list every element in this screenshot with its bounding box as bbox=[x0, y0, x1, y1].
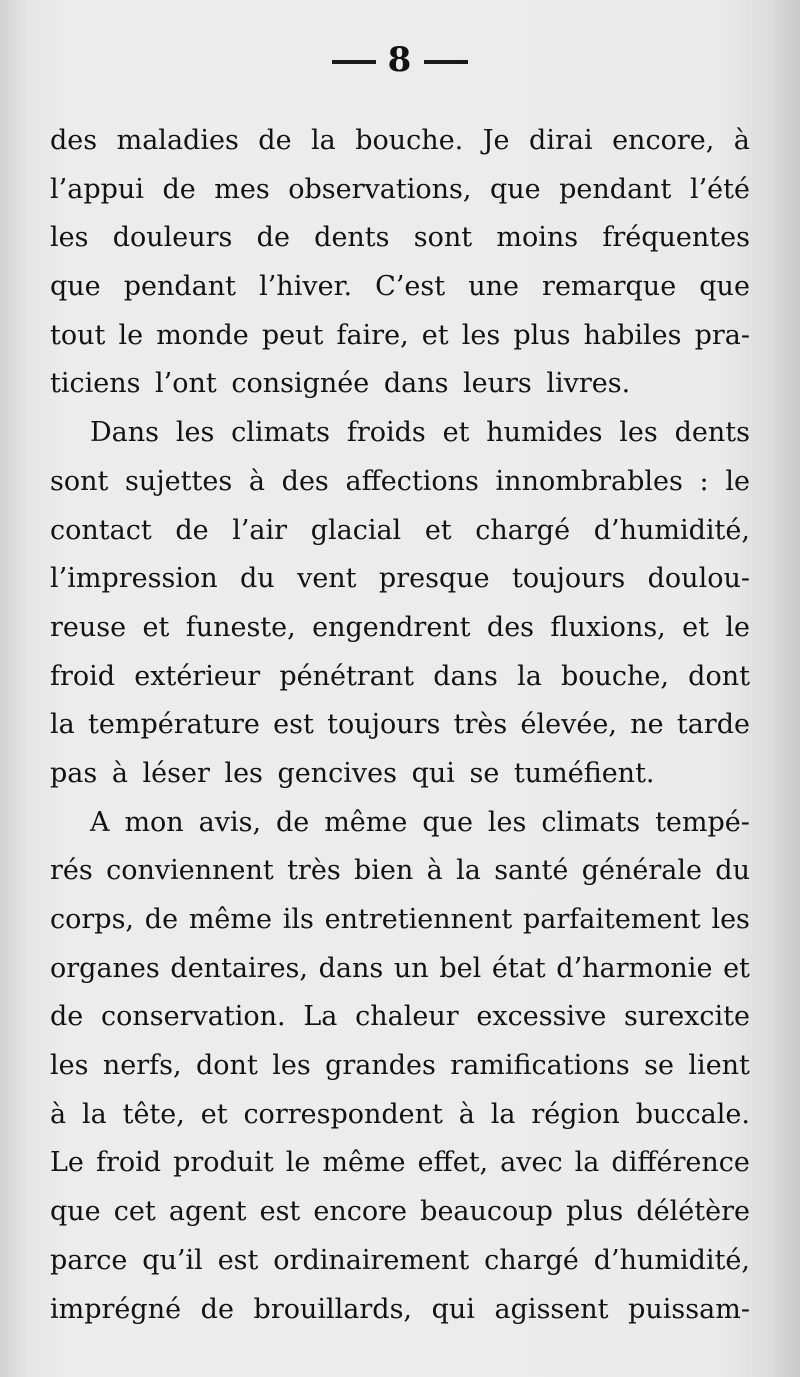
text-line: rés conviennent très bien à la santé générale du bbox=[50, 855, 750, 887]
text-line: de conservation. La chaleur excessive surexcite bbox=[50, 1001, 750, 1033]
right-dash bbox=[424, 60, 468, 64]
text-line: tout le monde peut faire, et les plus habiles pra- bbox=[50, 319, 750, 351]
text-line: pas à léser les gencives qui se tuméfient. bbox=[50, 757, 655, 789]
text-line: organes dentaires, dans un bel état d’harmonie et bbox=[50, 952, 750, 984]
text-line: contact de l’air glacial et chargé d’humidité, bbox=[50, 514, 750, 546]
body-text bbox=[50, 117, 750, 1334]
text-line: corps, de même ils entretiennent parfaitement les bbox=[50, 904, 750, 935]
text-line: froid extérieur pénétrant dans la bouche, dont bbox=[50, 660, 750, 692]
page-number-header bbox=[0, 40, 800, 80]
text-line: imprégné de brouillards, qui agissent puissam- bbox=[50, 1293, 750, 1325]
text-line: Dans les climats froids et humides les dents bbox=[90, 417, 750, 449]
text-line: la température est toujours très élevée, ne tarde bbox=[50, 709, 750, 741]
text-line: Le froid produit le même effet, avec la différence bbox=[50, 1147, 750, 1179]
text-line: des maladies de la bouche. Je dirai encore, à bbox=[50, 125, 750, 156]
text-line: parce qu’il est ordinairement chargé d’humidité, bbox=[50, 1244, 750, 1276]
text-line: à la tête, et correspondent à la région buccale. bbox=[50, 1098, 750, 1130]
text-line: sont sujettes à des affections innombrables : le bbox=[50, 465, 750, 497]
text-line: l’appui de mes observations, que pendant l’été bbox=[50, 173, 750, 205]
text-line: ticiens l’ont consignée dans leurs livres. bbox=[50, 368, 631, 400]
text-line: les nerfs, dont les grandes ramifications se lient bbox=[50, 1050, 750, 1082]
text-line: que cet agent est encore beaucoup plus délétère bbox=[50, 1196, 750, 1228]
text-line: reuse et funeste, engendrent des fluxions, et le bbox=[50, 611, 750, 643]
page-number: 8 bbox=[387, 40, 413, 80]
text-line: que pendant l’hiver. C’est une remarque que bbox=[50, 271, 750, 303]
left-dash bbox=[332, 60, 376, 64]
text-line: A mon avis, de même que les climats tempé- bbox=[90, 806, 750, 838]
text-line: l’impression du vent presque toujours doulou- bbox=[50, 563, 750, 595]
text-line: les douleurs de dents sont moins fréquentes bbox=[50, 222, 750, 254]
